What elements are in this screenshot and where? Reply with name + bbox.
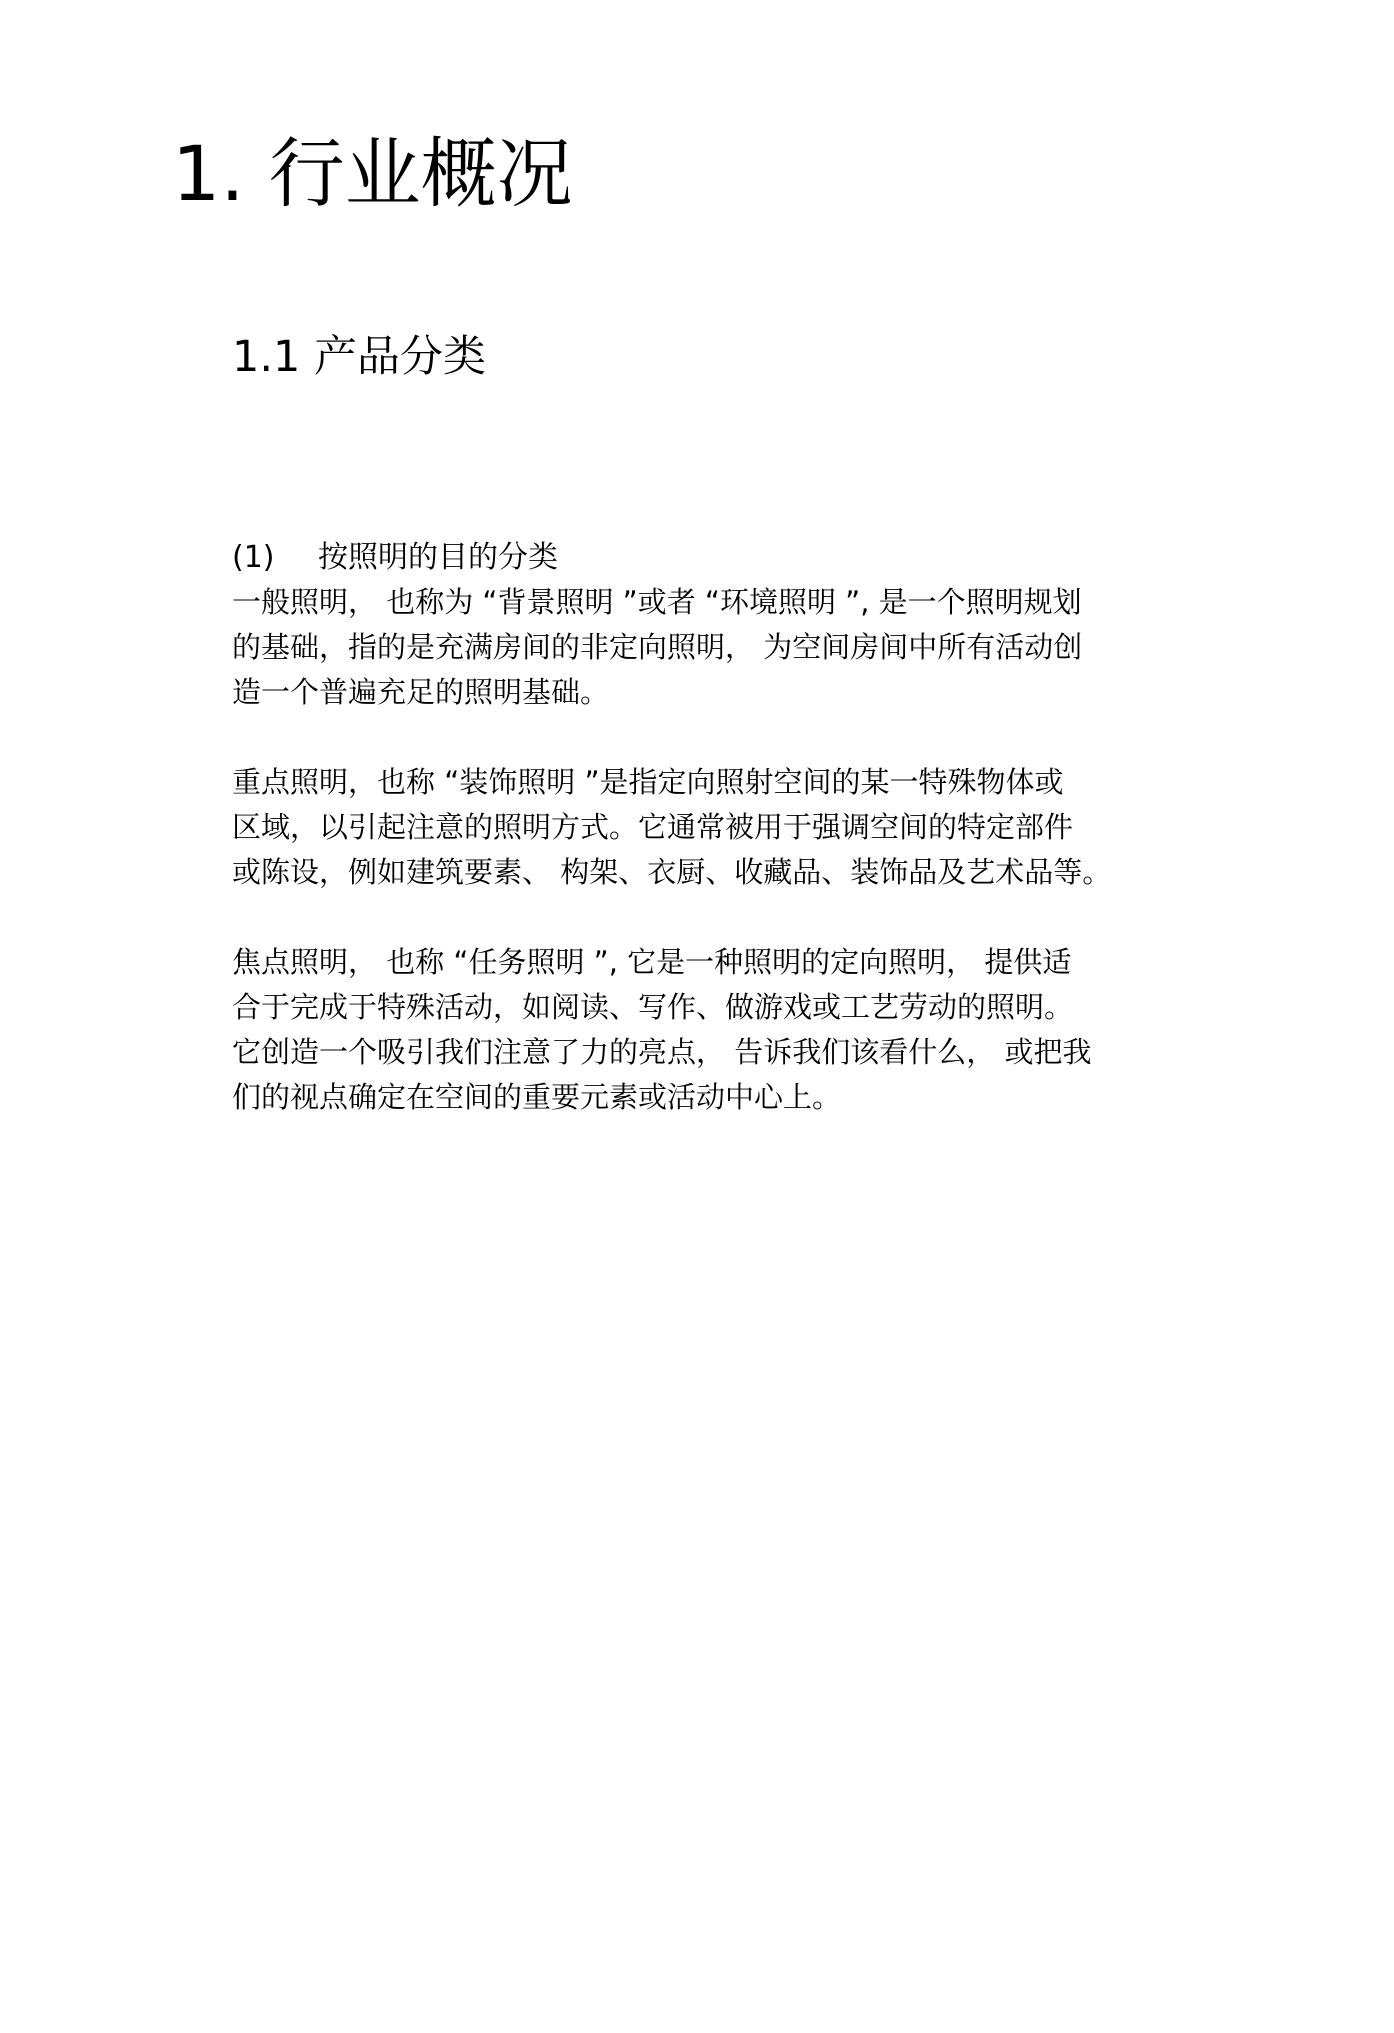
subsection-number: (1) [232,540,275,575]
paragraph-line: 造一个普遍充足的照明基础。 [232,675,610,709]
subsection-heading [232,535,558,580]
subsection-title: 按照明的目的分类 [318,540,558,575]
paragraph-line: 们的视点确定在空间的重要元素或活动中心上。 [232,1080,842,1114]
paragraph-general-lighting [232,580,1082,715]
paragraph-accent-lighting [232,760,1111,895]
chapter-title: 1. 行业概况 [172,129,573,218]
paragraph-line: 焦点照明， 也称 “任务照明 ”, 它是一种照明的定向照明， 提供适 [232,945,1072,979]
paragraph-line: 或陈设，例如建筑要素、 构架、衣厨、收藏品、装饰品及艺术品等。 [232,855,1112,889]
paragraph-line: 合于完成于特殊活动，如阅读、写作、做游戏或工艺劳动的照明。 [232,990,1074,1024]
paragraph-line: 它创造一个吸引我们注意了力的亮点， 告诉我们该看什么， 或把我 [232,1035,1092,1069]
paragraph-line: 一般照明， 也称为 “背景照明 ”或者 “环境照明 ”, 是一个照明规划 [232,585,1082,619]
section-title: 1.1 产品分类 [232,332,487,382]
paragraph-task-lighting [232,940,1091,1120]
paragraph-line: 的基础，指的是充满房间的非定向照明， 为空间房间中所有活动创 [232,630,1083,664]
paragraph-line: 重点照明，也称 “装饰照明 ”是指定向照射空间的某一特殊物体或 [232,765,1064,799]
paragraph-line: 区域，以引起注意的照明方式。它通常被用于强调空间的特定部件 [232,810,1074,844]
